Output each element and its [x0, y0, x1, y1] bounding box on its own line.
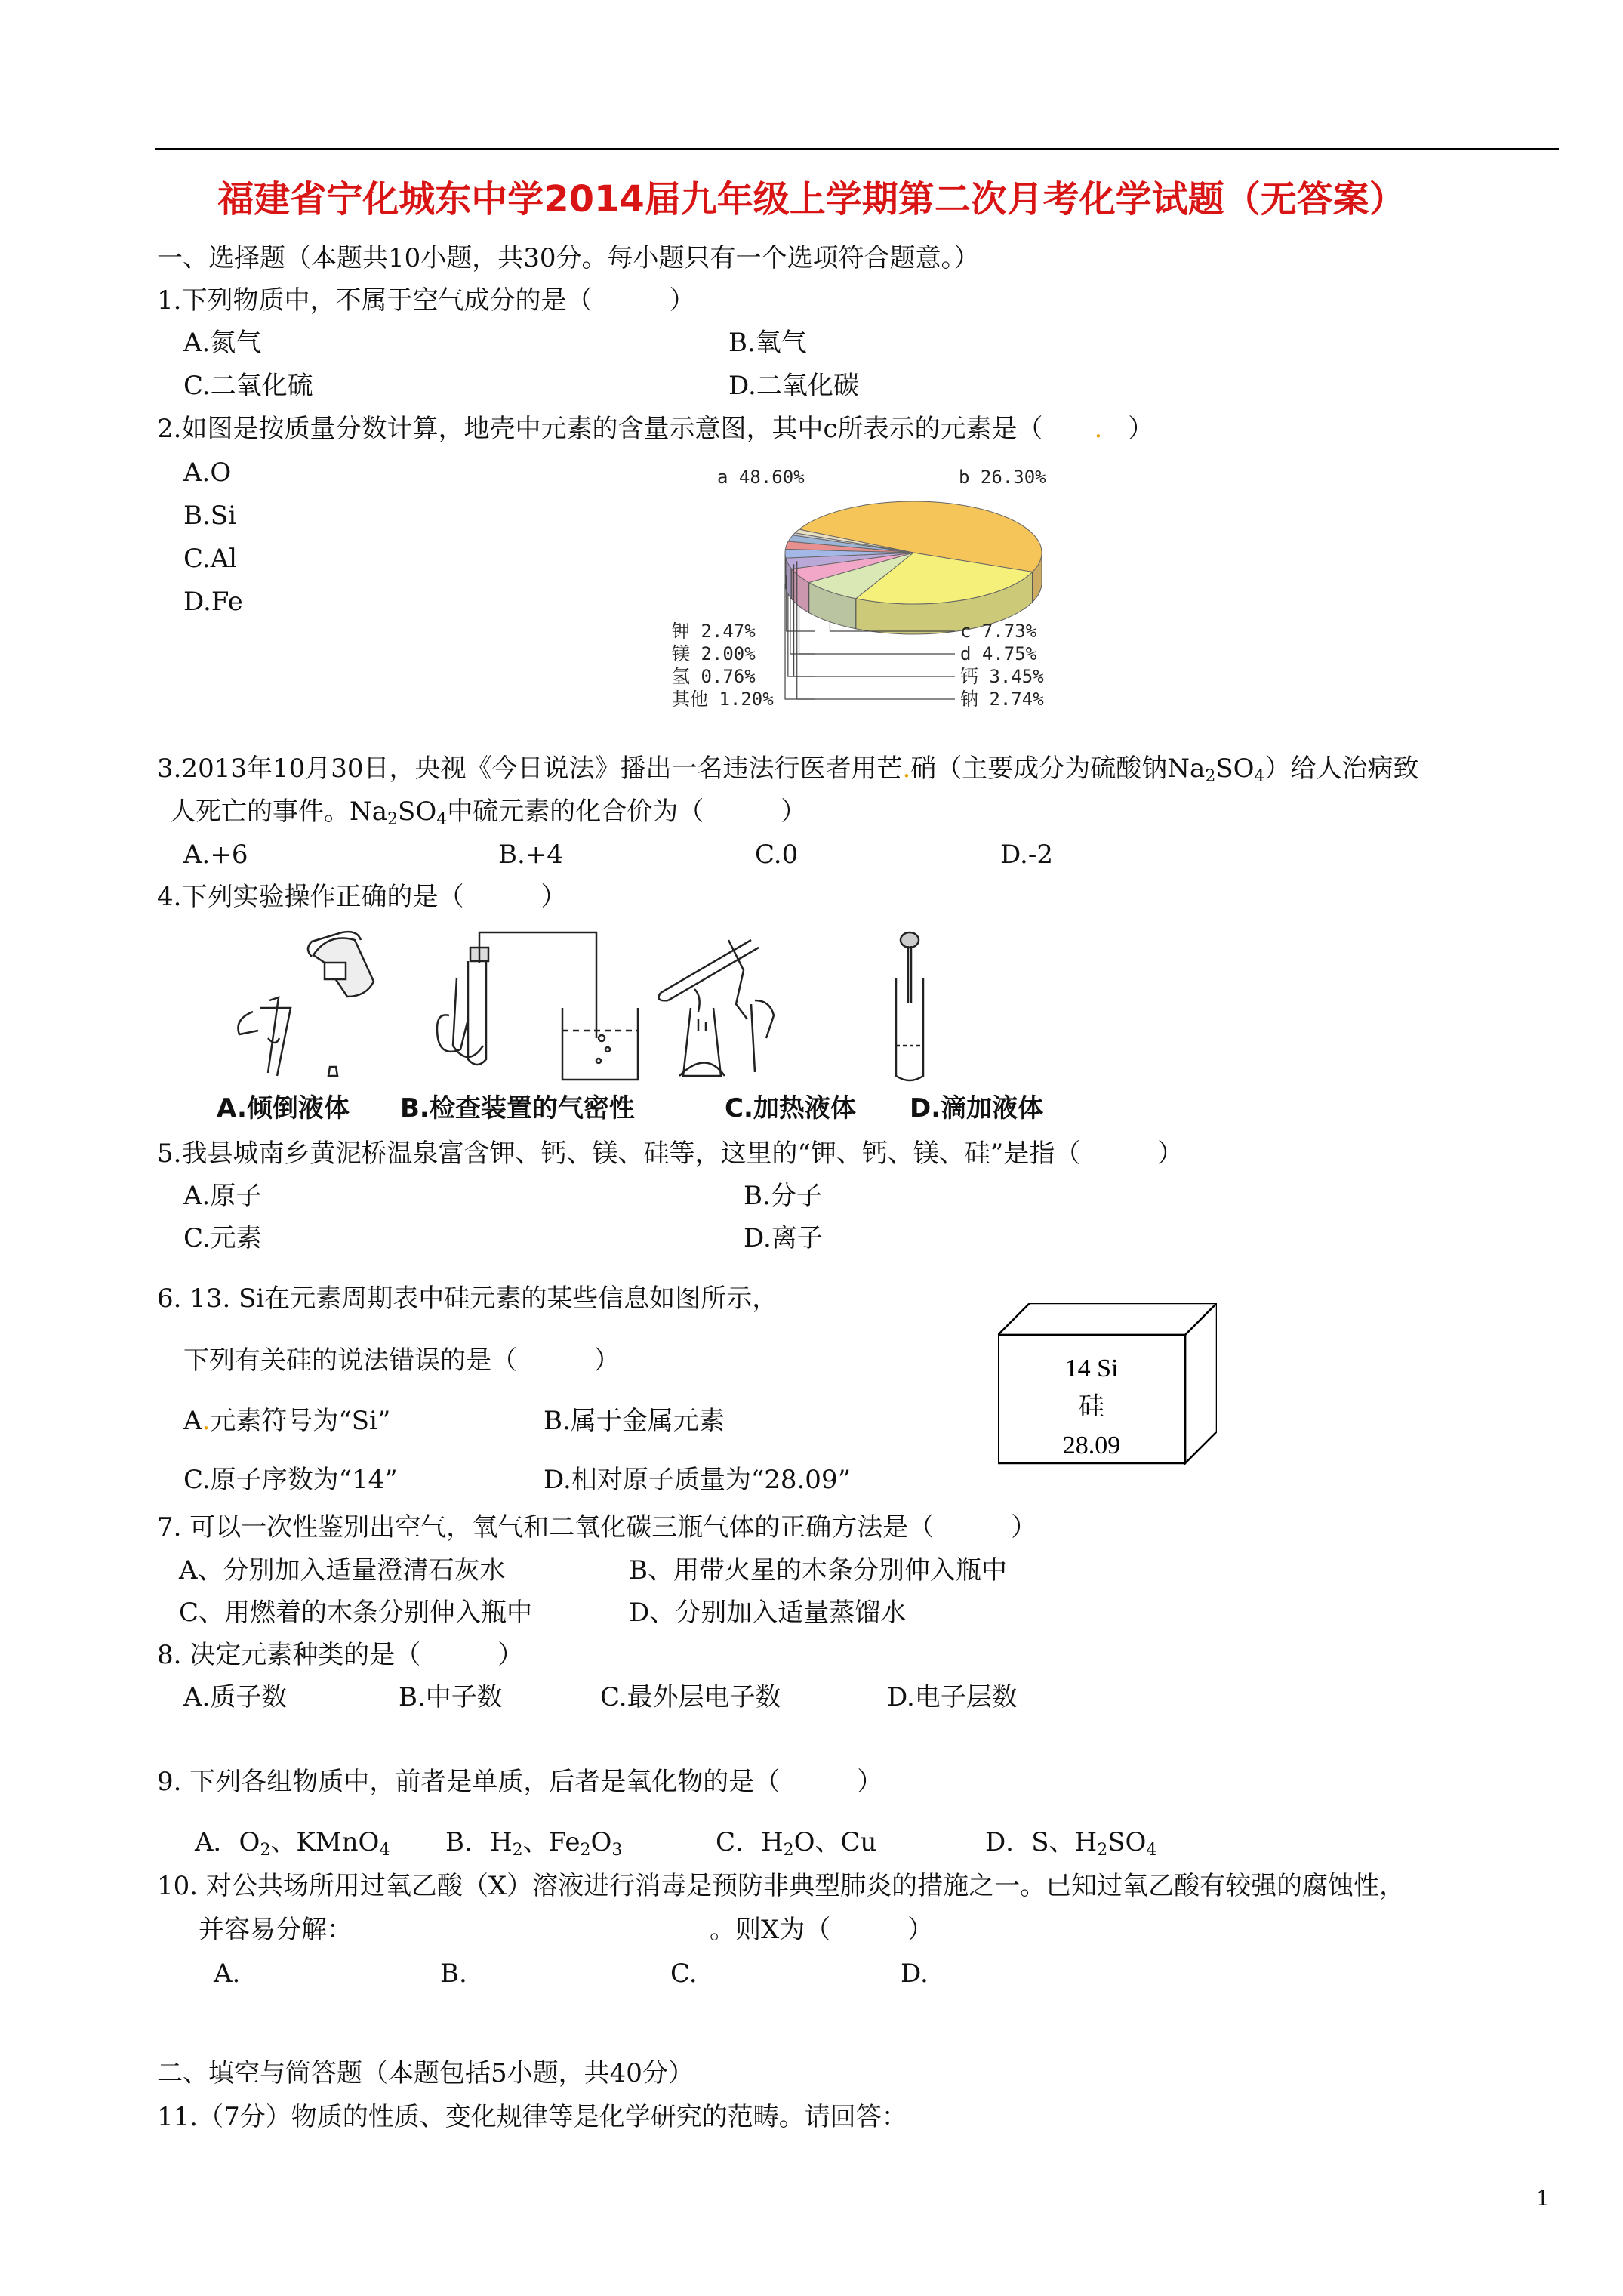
q6-stem-1: 6. 13. Si在元素周期表中硅元素的某些信息如图所示，: [157, 1284, 778, 1314]
q10-option-a: A.: [214, 1959, 241, 1989]
q1-option-a: A.氮气: [183, 328, 262, 358]
q4-option-b: B.检查装置的气密性: [400, 1093, 635, 1123]
q11-stem: 11.（7分）物质的性质、变化规律等是化学研究的范畴。请回答：: [157, 2102, 907, 2132]
q6-option-b: B.属于金属元素: [544, 1406, 725, 1436]
q2-stem: 2.如图是按质量分数计算，地壳中元素的含量示意图，其中c所表示的元素是（ . ）: [157, 414, 1154, 444]
q4-stem: 4.下列实验操作正确的是（ ）: [157, 882, 567, 912]
q5-option-c: C.元素: [183, 1223, 262, 1253]
section1-heading: 一、选择题（本题共10小题，共30分。每小题只有一个选项符合题意。）: [157, 243, 980, 273]
pie-label-b: b 26.30%: [959, 467, 1046, 488]
crust-element-pie-chart: [664, 462, 1095, 734]
pie-label-3: d 4.75%: [960, 643, 1037, 664]
q1-option-d: D.二氧化碳: [728, 371, 859, 401]
q5-option-a: A.原子: [183, 1181, 262, 1211]
q10-stem-2b: 。则X为（ ）: [710, 1915, 934, 1945]
airtightness-check-illustration: [437, 932, 638, 1080]
q1-option-b: B.氧气: [728, 328, 807, 358]
silicon-card-line1: 14 Si: [1064, 1354, 1119, 1382]
top-rule: [155, 148, 1559, 150]
pie-label-7: 镁 2.00%: [672, 643, 756, 664]
pie-label-9: 其他 1.20%: [672, 689, 774, 710]
pie-label-6: 钾 2.47%: [672, 621, 756, 642]
q2-option-a: A.O: [183, 458, 232, 488]
q8-option-b: B.中子数: [399, 1682, 503, 1712]
lab-operations-figure: [215, 925, 1091, 1087]
silicon-card-line2: 硅: [1079, 1391, 1104, 1422]
q10-option-d: D.: [901, 1959, 929, 1989]
q5-option-b: B.分子: [744, 1181, 822, 1211]
q6-stem-2: 下列有关硅的说法错误的是（ ）: [183, 1345, 620, 1376]
q8-stem: 8. 决定元素种类的是（ ）: [157, 1640, 524, 1670]
pouring-liquid-illustration: [238, 932, 374, 1076]
q3-option-c: C.0: [755, 840, 799, 870]
q10-stem-1: 10. 对公共场所用过氧乙酸（X）溶液进行消毒是预防非典型肺炎的措施之一。已知过氧乙酸有较强的腐蚀性，: [157, 1871, 1406, 1901]
q3-line2: 人死亡的事件。$Na_2SO_4$中硫元素的化合价为（ ）: [170, 797, 807, 829]
q1-stem: 1.下列物质中，不属于空气成分的是（ ）: [157, 285, 695, 316]
q4-option-a: A.倾倒液体: [217, 1093, 350, 1123]
pie-label-8: 氢 0.76%: [672, 666, 756, 687]
q9-option-d: D．S、$H_2SO_4$: [985, 1827, 1157, 1860]
q8-option-a: A.质子数: [183, 1682, 288, 1712]
q9-option-c: C．$H_2O$、Cu: [716, 1827, 877, 1860]
q9-option-b: B．$H_2$、$Fe_2O_3$: [445, 1827, 623, 1860]
silicon-element-card: [998, 1303, 1217, 1469]
q2-option-d: D.Fe: [183, 587, 243, 617]
q7-option-d: D、分别加入适量蒸馏水: [629, 1598, 907, 1628]
q9-stem: 9. 下列各组物质中，前者是单质，后者是氧化物的是（ ）: [157, 1767, 883, 1797]
q6-option-a: A.元素符号为“Si”: [183, 1406, 391, 1436]
q4-option-c: C.加热液体: [725, 1093, 856, 1123]
q1-option-c: C.二氧化硫: [183, 371, 313, 401]
q8-option-c: C.最外层电子数: [600, 1682, 781, 1712]
q4-option-d: D.滴加液体: [910, 1093, 1044, 1123]
q6-option-d: D.相对原子质量为“28.09”: [544, 1465, 851, 1495]
pie-label-5: 钠 2.74%: [960, 689, 1044, 710]
q2-option-b: B.Si: [183, 501, 236, 531]
q10-stem-2a: 并容易分解：: [199, 1915, 353, 1945]
q8-option-d: D.电子层数: [887, 1682, 1018, 1712]
page-number: 1: [1536, 2186, 1550, 2211]
pie-top: [785, 501, 1042, 604]
q3-option-b: B.+4: [498, 840, 563, 870]
q3-option-a: A.+6: [183, 840, 248, 870]
q7-option-b: B、用带火星的木条分别伸入瓶中: [629, 1555, 1007, 1586]
q7-option-c: C、用燃着的木条分别伸入瓶中: [179, 1598, 533, 1628]
pie-label-a: a 48.60%: [717, 467, 805, 488]
dropper-illustration: [896, 932, 923, 1080]
pie-label-4: 钙 3.45%: [960, 666, 1044, 687]
pie-label-2: c 7.73%: [960, 621, 1037, 642]
q6-option-c: C.原子序数为“14”: [183, 1465, 398, 1495]
q2-option-c: C.Al: [183, 544, 238, 574]
section2-heading: 二、填空与简答题（本题包括5小题，共40分）: [157, 2058, 694, 2088]
q5-option-d: D.离子: [744, 1223, 823, 1253]
heating-liquid-illustration: [659, 940, 774, 1076]
q10-option-c: C.: [670, 1959, 698, 1989]
q7-option-a: A、分别加入适量澄清石灰水: [179, 1555, 506, 1586]
page-title: 福建省宁化城东中学2014届九年级上学期第二次月考化学试题（无答案）: [217, 178, 1406, 220]
q9-option-a: A．$O_2$、KMnO$_4$: [195, 1827, 390, 1860]
q7-stem: 7. 可以一次性鉴别出空气，氧气和二氧化碳三瓶气体的正确方法是（ ）: [157, 1512, 1037, 1542]
q10-option-b: B.: [440, 1959, 467, 1989]
silicon-card-line3: 28.09: [1062, 1432, 1121, 1459]
q5-stem: 5.我县城南乡黄泥桥温泉富含钾、钙、镁、硅等，这里的“钾、钙、镁、硅”是指（ ）: [157, 1139, 1184, 1169]
q3-line1: 3.2013年10月30日，央视《今日说法》播出一名违法行医者用芒.硝（主要成分为硫酸钠$Na_2SO_4$）给人治病致: [157, 754, 1419, 786]
q3-option-d: D.-2: [1000, 840, 1053, 870]
